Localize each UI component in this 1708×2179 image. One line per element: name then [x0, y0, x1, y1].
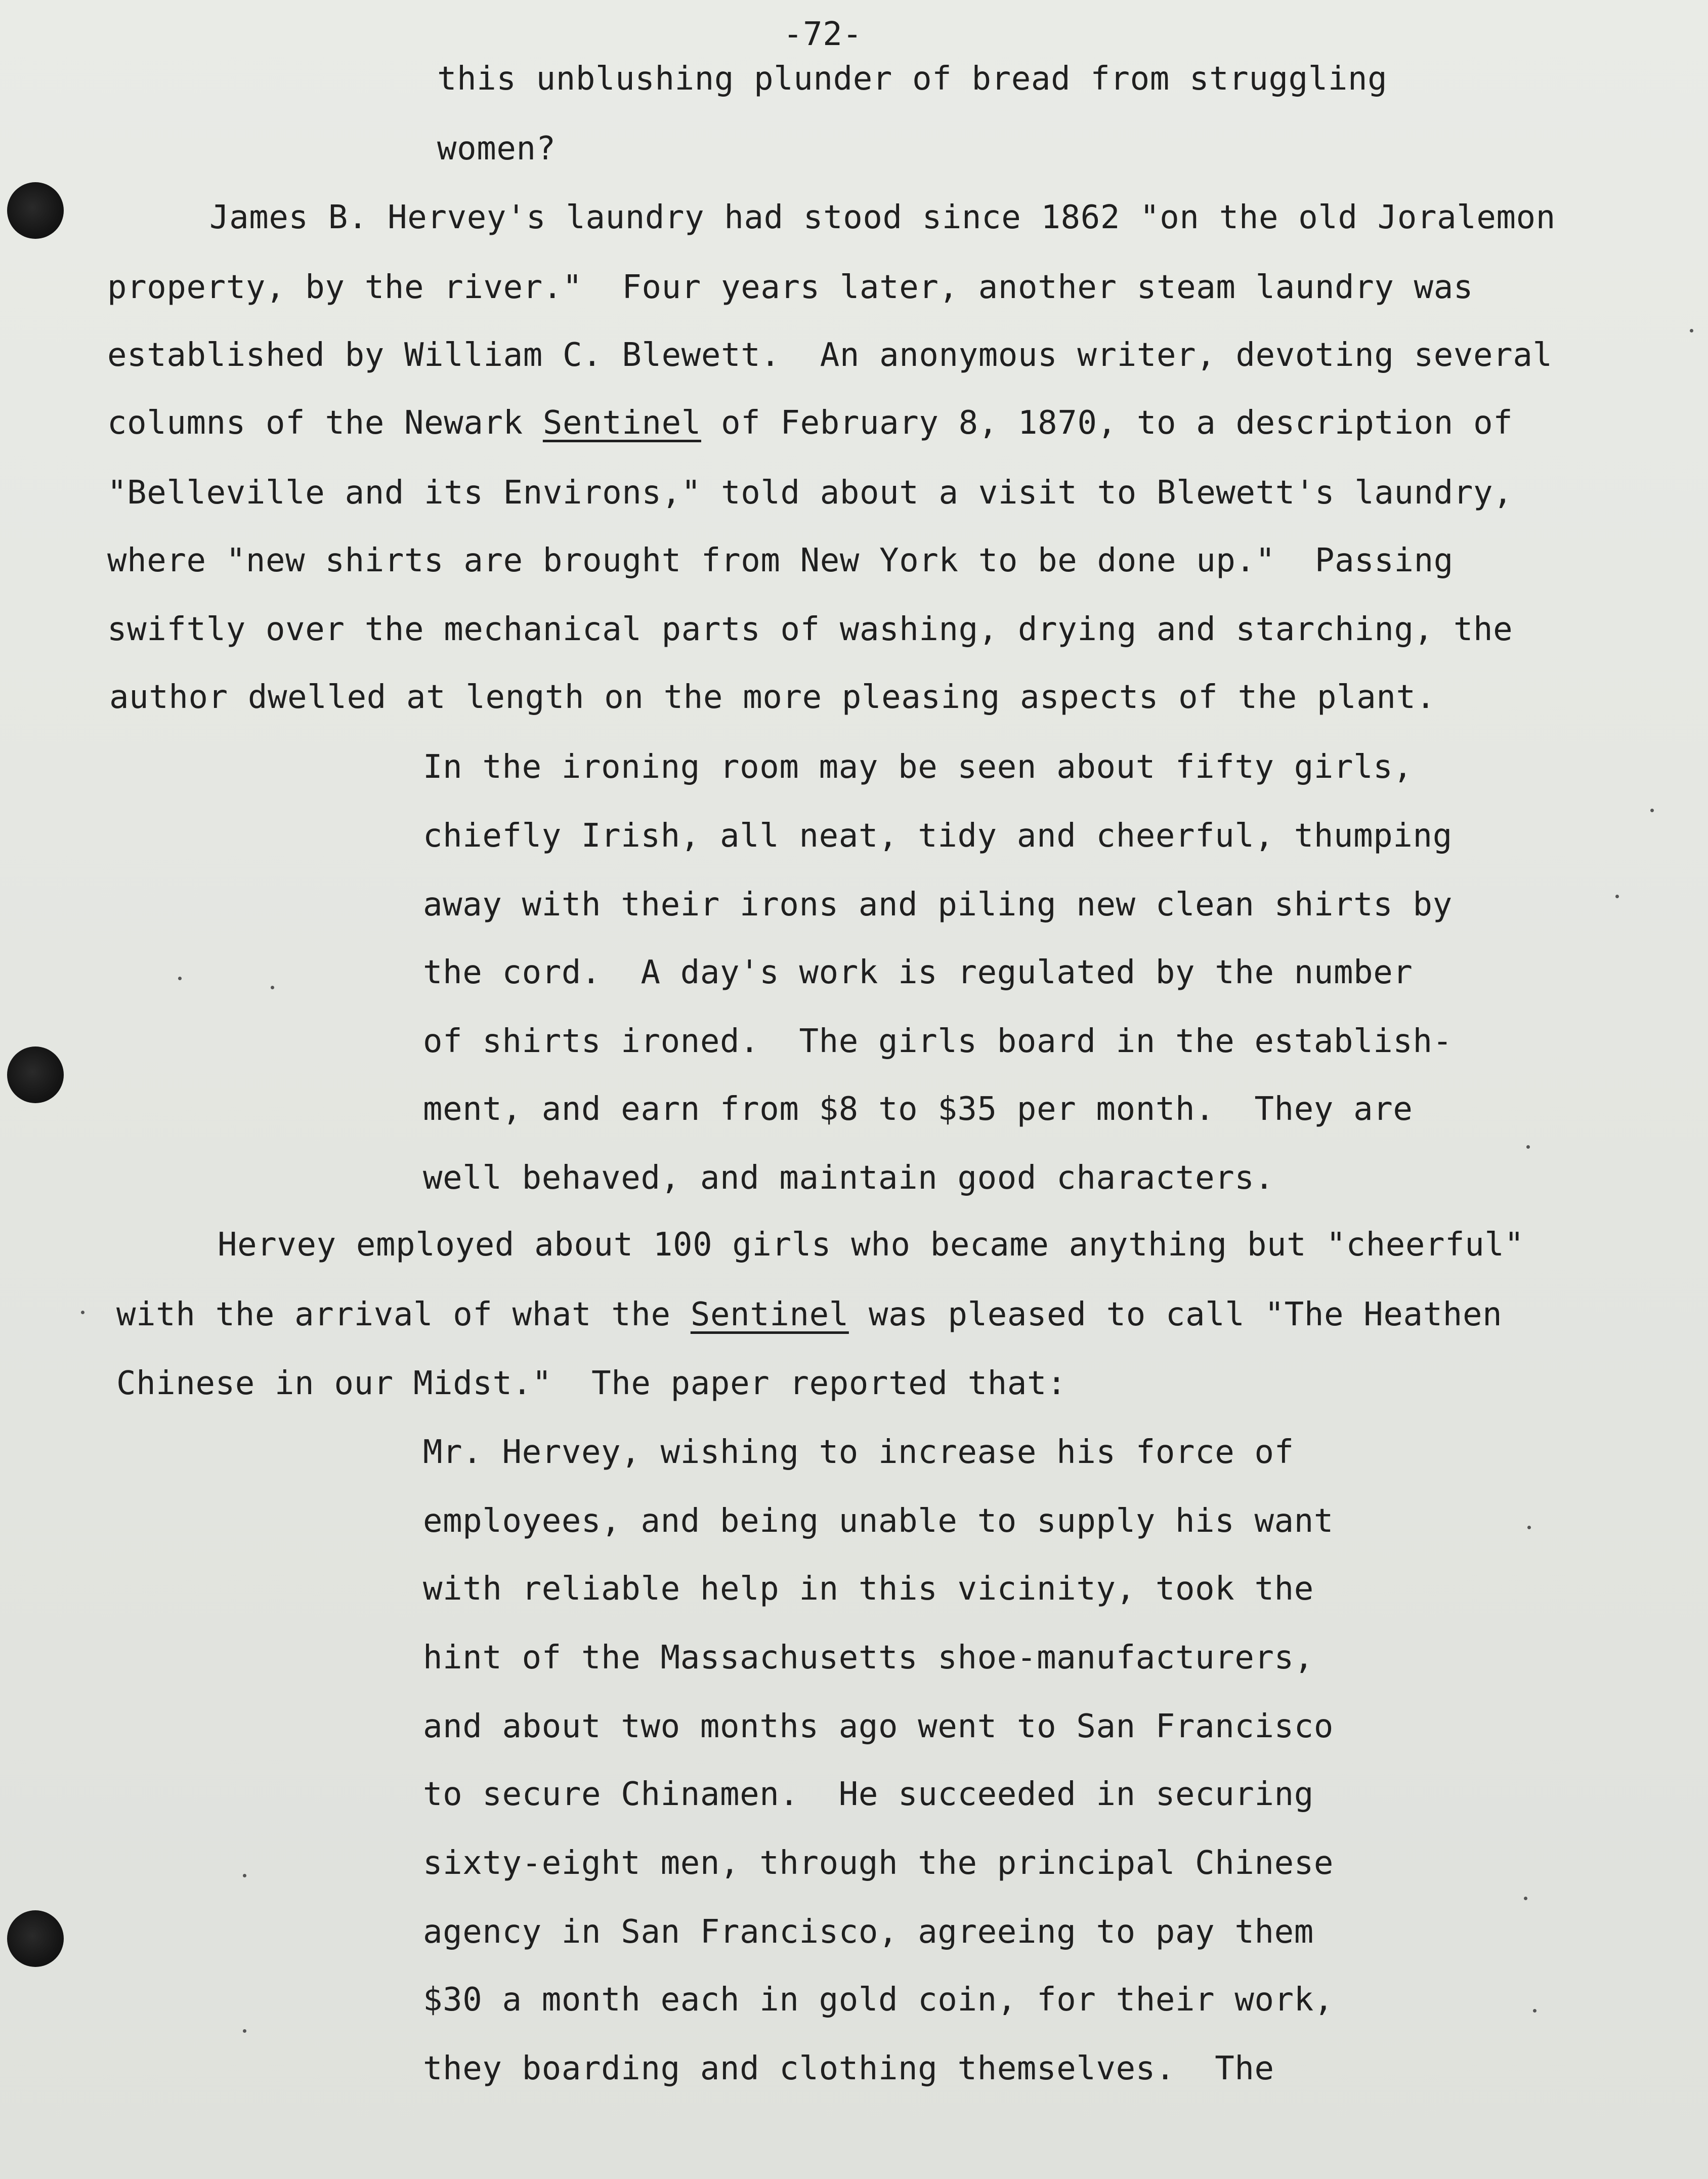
quote-line: the cord. A day's work is regulated by the number — [423, 954, 1413, 991]
quote-line: ment, and earn from $8 to $35 per month. They are — [423, 1091, 1413, 1128]
text-line: "Belleville and its Environs," told about a visit to Blewett's laundry, — [107, 474, 1513, 512]
page-number: -72- — [783, 16, 863, 53]
text-line: James B. Hervey's laundry had stood since 1862 "on the old Joralemon — [209, 199, 1556, 236]
text-line: where "new shirts are brought from New York to be done up." Passing — [107, 542, 1454, 579]
quote-line: employees, and being unable to supply his want — [423, 1502, 1334, 1540]
text-line: author dwelled at length on the more pleasing aspects of the plant. — [109, 679, 1436, 716]
quote-line: to secure Chinamen. He succeeded in securing — [423, 1776, 1314, 1813]
quote-line: sixty-eight men, through the principal Chinese — [423, 1845, 1334, 1882]
text-line: this unblushing plunder of bread from struggling — [437, 60, 1388, 98]
text-line: Chinese in our Midst." The paper reported that: — [116, 1365, 1067, 1402]
quote-line: away with their irons and piling new clean shirts by — [423, 886, 1453, 924]
quote-line: agency in San Francisco, agreeing to pay them — [423, 1913, 1314, 1951]
quote-line: In the ironing room may be seen about fifty girls, — [423, 748, 1413, 786]
quote-line: well behaved, and maintain good characters. — [423, 1159, 1274, 1197]
punch-hole-top — [7, 182, 64, 239]
text-line: established by William C. Blewett. An anonymous writer, devoting several — [107, 337, 1553, 374]
quote-line: they boarding and clothing themselves. The — [423, 2050, 1274, 2087]
text-line: swiftly over the mechanical parts of washing, drying and starching, the — [107, 611, 1513, 648]
text-line: with the arrival of what the Sentinel was pleased to call "The Heathen — [116, 1296, 1503, 1333]
quote-line: $30 a month each in gold coin, for their work, — [423, 1981, 1334, 2019]
quote-line: with reliable help in this vicinity, took the — [423, 1570, 1314, 1608]
quote-line: Mr. Hervey, wishing to increase his force of — [423, 1434, 1294, 1471]
text-line: property, by the river." Four years later, another steam laundry was — [107, 269, 1474, 306]
punch-hole-middle — [7, 1046, 64, 1103]
quote-line: hint of the Massachusetts shoe-manufacturers, — [423, 1639, 1314, 1677]
text-line: Hervey employed about 100 girls who became anything but "cheerful" — [218, 1226, 1524, 1264]
text-line: columns of the Newark Sentinel of February 8, 1870, to a description of — [107, 404, 1513, 442]
quote-line: and about two months ago went to San Francisco — [423, 1708, 1334, 1745]
quote-line: of shirts ironed. The girls board in the establish- — [423, 1023, 1453, 1060]
quote-line: chiefly Irish, all neat, tidy and cheerful, thumping — [423, 817, 1453, 855]
publication-title: Sentinel — [542, 404, 701, 442]
punch-hole-bottom — [7, 1910, 64, 1967]
publication-title: Sentinel — [690, 1296, 849, 1333]
text-line: women? — [437, 130, 556, 167]
